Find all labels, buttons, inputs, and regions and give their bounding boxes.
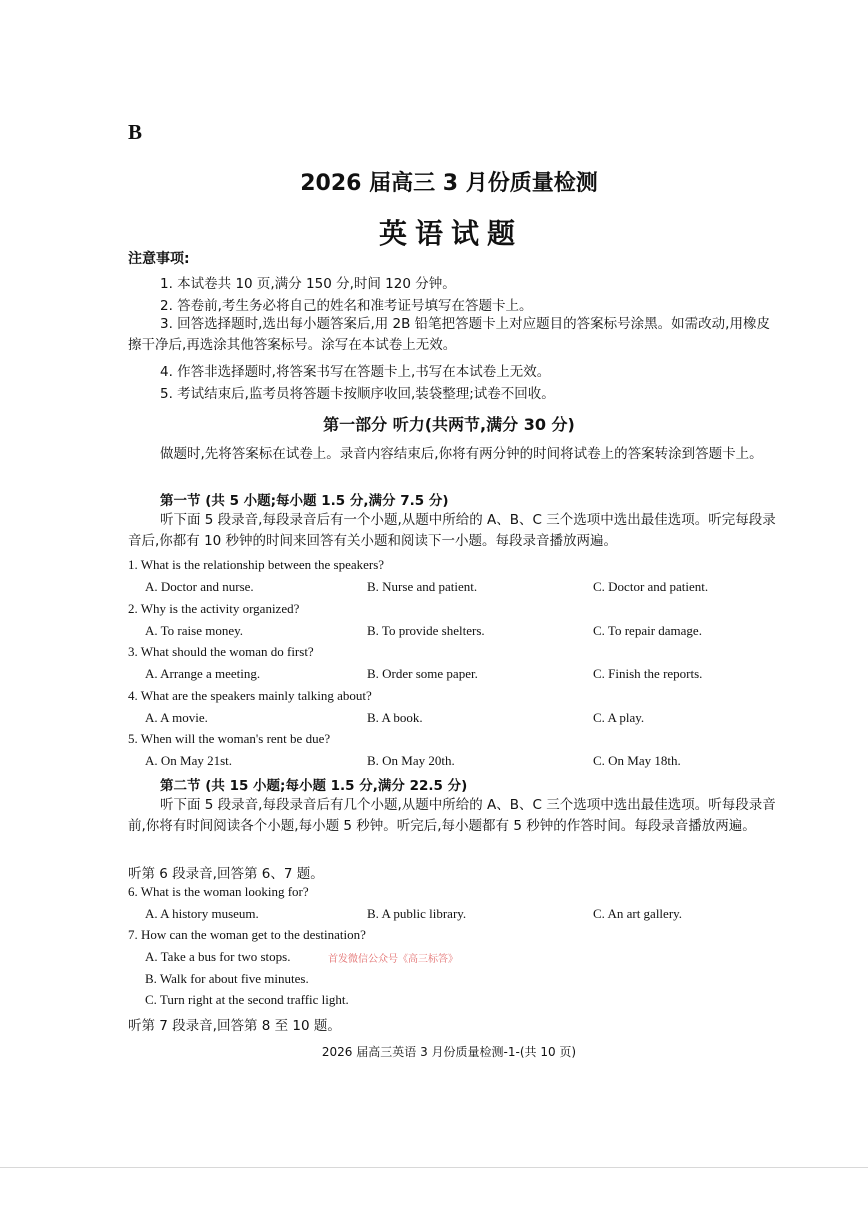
- question-6: 6. What is the woman looking for?: [128, 884, 309, 899]
- notice-item-3: 3. 回答选择题时,选出每小题答案后,用 2B 铅笔把答题卡上对应题目的答案标号涂黑。如需改动,用橡皮擦干净后,再选涂其他答案标号。涂写在本试卷上无效。: [128, 316, 770, 353]
- notice-item-1: 1. 本试卷共 10 页,满分 150 分,时间 120 分钟。: [160, 276, 456, 292]
- q1-option-a: A. Doctor and nurse.: [145, 579, 254, 594]
- section2-heading: 第二节 (共 15 小题;每小题 1.5 分,满分 22.5 分): [160, 778, 468, 794]
- question-5: 5. When will the woman's rent be due?: [128, 731, 331, 746]
- q5-option-a: A. On May 21st.: [145, 753, 233, 768]
- audio-6-instruction: 听第 6 段录音,回答第 6、7 题。: [128, 866, 324, 882]
- question-2: 2. Why is the activity organized?: [128, 601, 300, 616]
- q5-option-c: C. On May 18th.: [593, 753, 681, 768]
- version-mark: B: [128, 120, 143, 144]
- question-3: 3. What should the woman do first?: [128, 644, 314, 659]
- q4-option-c: C. A play.: [593, 710, 645, 725]
- notice-heading: 注意事项:: [128, 251, 190, 267]
- exam-title: 2026 届高三 3 月份质量检测: [300, 171, 598, 196]
- question-1: 1. What is the relationship between the speakers?: [128, 557, 385, 572]
- q5-option-b: B. On May 20th.: [367, 753, 455, 768]
- section1-heading: 第一节 (共 5 小题;每小题 1.5 分,满分 7.5 分): [160, 493, 449, 509]
- q1-option-c: C. Doctor and patient.: [593, 579, 709, 594]
- q6-option-c: C. An art gallery.: [593, 906, 683, 921]
- notice-item-4: 4. 作答非选择题时,将答案书写在答题卡上,书写在本试卷上无效。: [160, 364, 551, 380]
- q7-option-a: A. Take a bus for two stops.: [145, 949, 291, 964]
- q1-option-b: B. Nurse and patient.: [367, 579, 478, 594]
- audio-7-instruction: 听第 7 段录音,回答第 8 至 10 题。: [128, 1018, 341, 1034]
- page-bottom-divider: [0, 1167, 868, 1168]
- q4-option-a: A. A movie.: [145, 710, 208, 725]
- part1-intro: 做题时,先将答案标在试卷上。录音内容结束后,你将有两分钟的时间将试卷上的答案转涂到答题卡上。: [160, 446, 763, 462]
- notice-item-2: 2. 答卷前,考生务必将自己的姓名和准考证号填写在答题卡上。: [160, 298, 533, 314]
- q2-option-a: A. To raise money.: [145, 623, 244, 638]
- page-footer: 2026 届高三英语 3 月份质量检测-1-(共 10 页): [321, 1045, 577, 1059]
- q7-option-b: B. Walk for about five minutes.: [145, 971, 309, 986]
- question-7: 7. How can the woman get to the destination?: [128, 927, 366, 942]
- watermark-text: 首发微信公众号《高三标答》: [328, 954, 458, 965]
- q2-option-c: C. To repair damage.: [593, 623, 702, 638]
- q6-option-a: A. A history museum.: [145, 906, 259, 921]
- q7-option-c: C. Turn right at the second traffic light.: [145, 992, 349, 1007]
- exam-subtitle: 英语试题: [378, 217, 523, 250]
- q6-option-b: B. A public library.: [367, 906, 467, 921]
- question-4: 4. What are the speakers mainly talking about?: [128, 688, 372, 703]
- q4-option-b: B. A book.: [367, 710, 423, 725]
- part1-heading: 第一部分 听力(共两节,满分 30 分): [323, 415, 575, 434]
- q2-option-b: B. To provide shelters.: [367, 623, 485, 638]
- section2-instructions: 听下面 5 段录音,每段录音后有几个小题,从题中所给的 A、B、C 三个选项中选出最佳选项。听每段录音前,你将有时间阅读各个小题,每小题 5 秒钟。听完后,每小题都有 5 秒钟的作答时间。每段录音播放两遍。: [128, 797, 776, 834]
- notice-item-5: 5. 考试结束后,监考员将答题卡按顺序收回,装袋整理;试卷不回收。: [160, 386, 555, 402]
- q3-option-a: A. Arrange a meeting.: [145, 666, 261, 681]
- q3-option-c: C. Finish the reports.: [593, 666, 703, 681]
- section1-instructions: 听下面 5 段录音,每段录音后有一个小题,从题中所给的 A、B、C 三个选项中选出最佳选项。听完每段录音后,你都有 10 秒钟的时间来回答有关小题和阅读下一小题。每段录音播放两遍。: [128, 512, 776, 549]
- q3-option-b: B. Order some paper.: [367, 666, 478, 681]
